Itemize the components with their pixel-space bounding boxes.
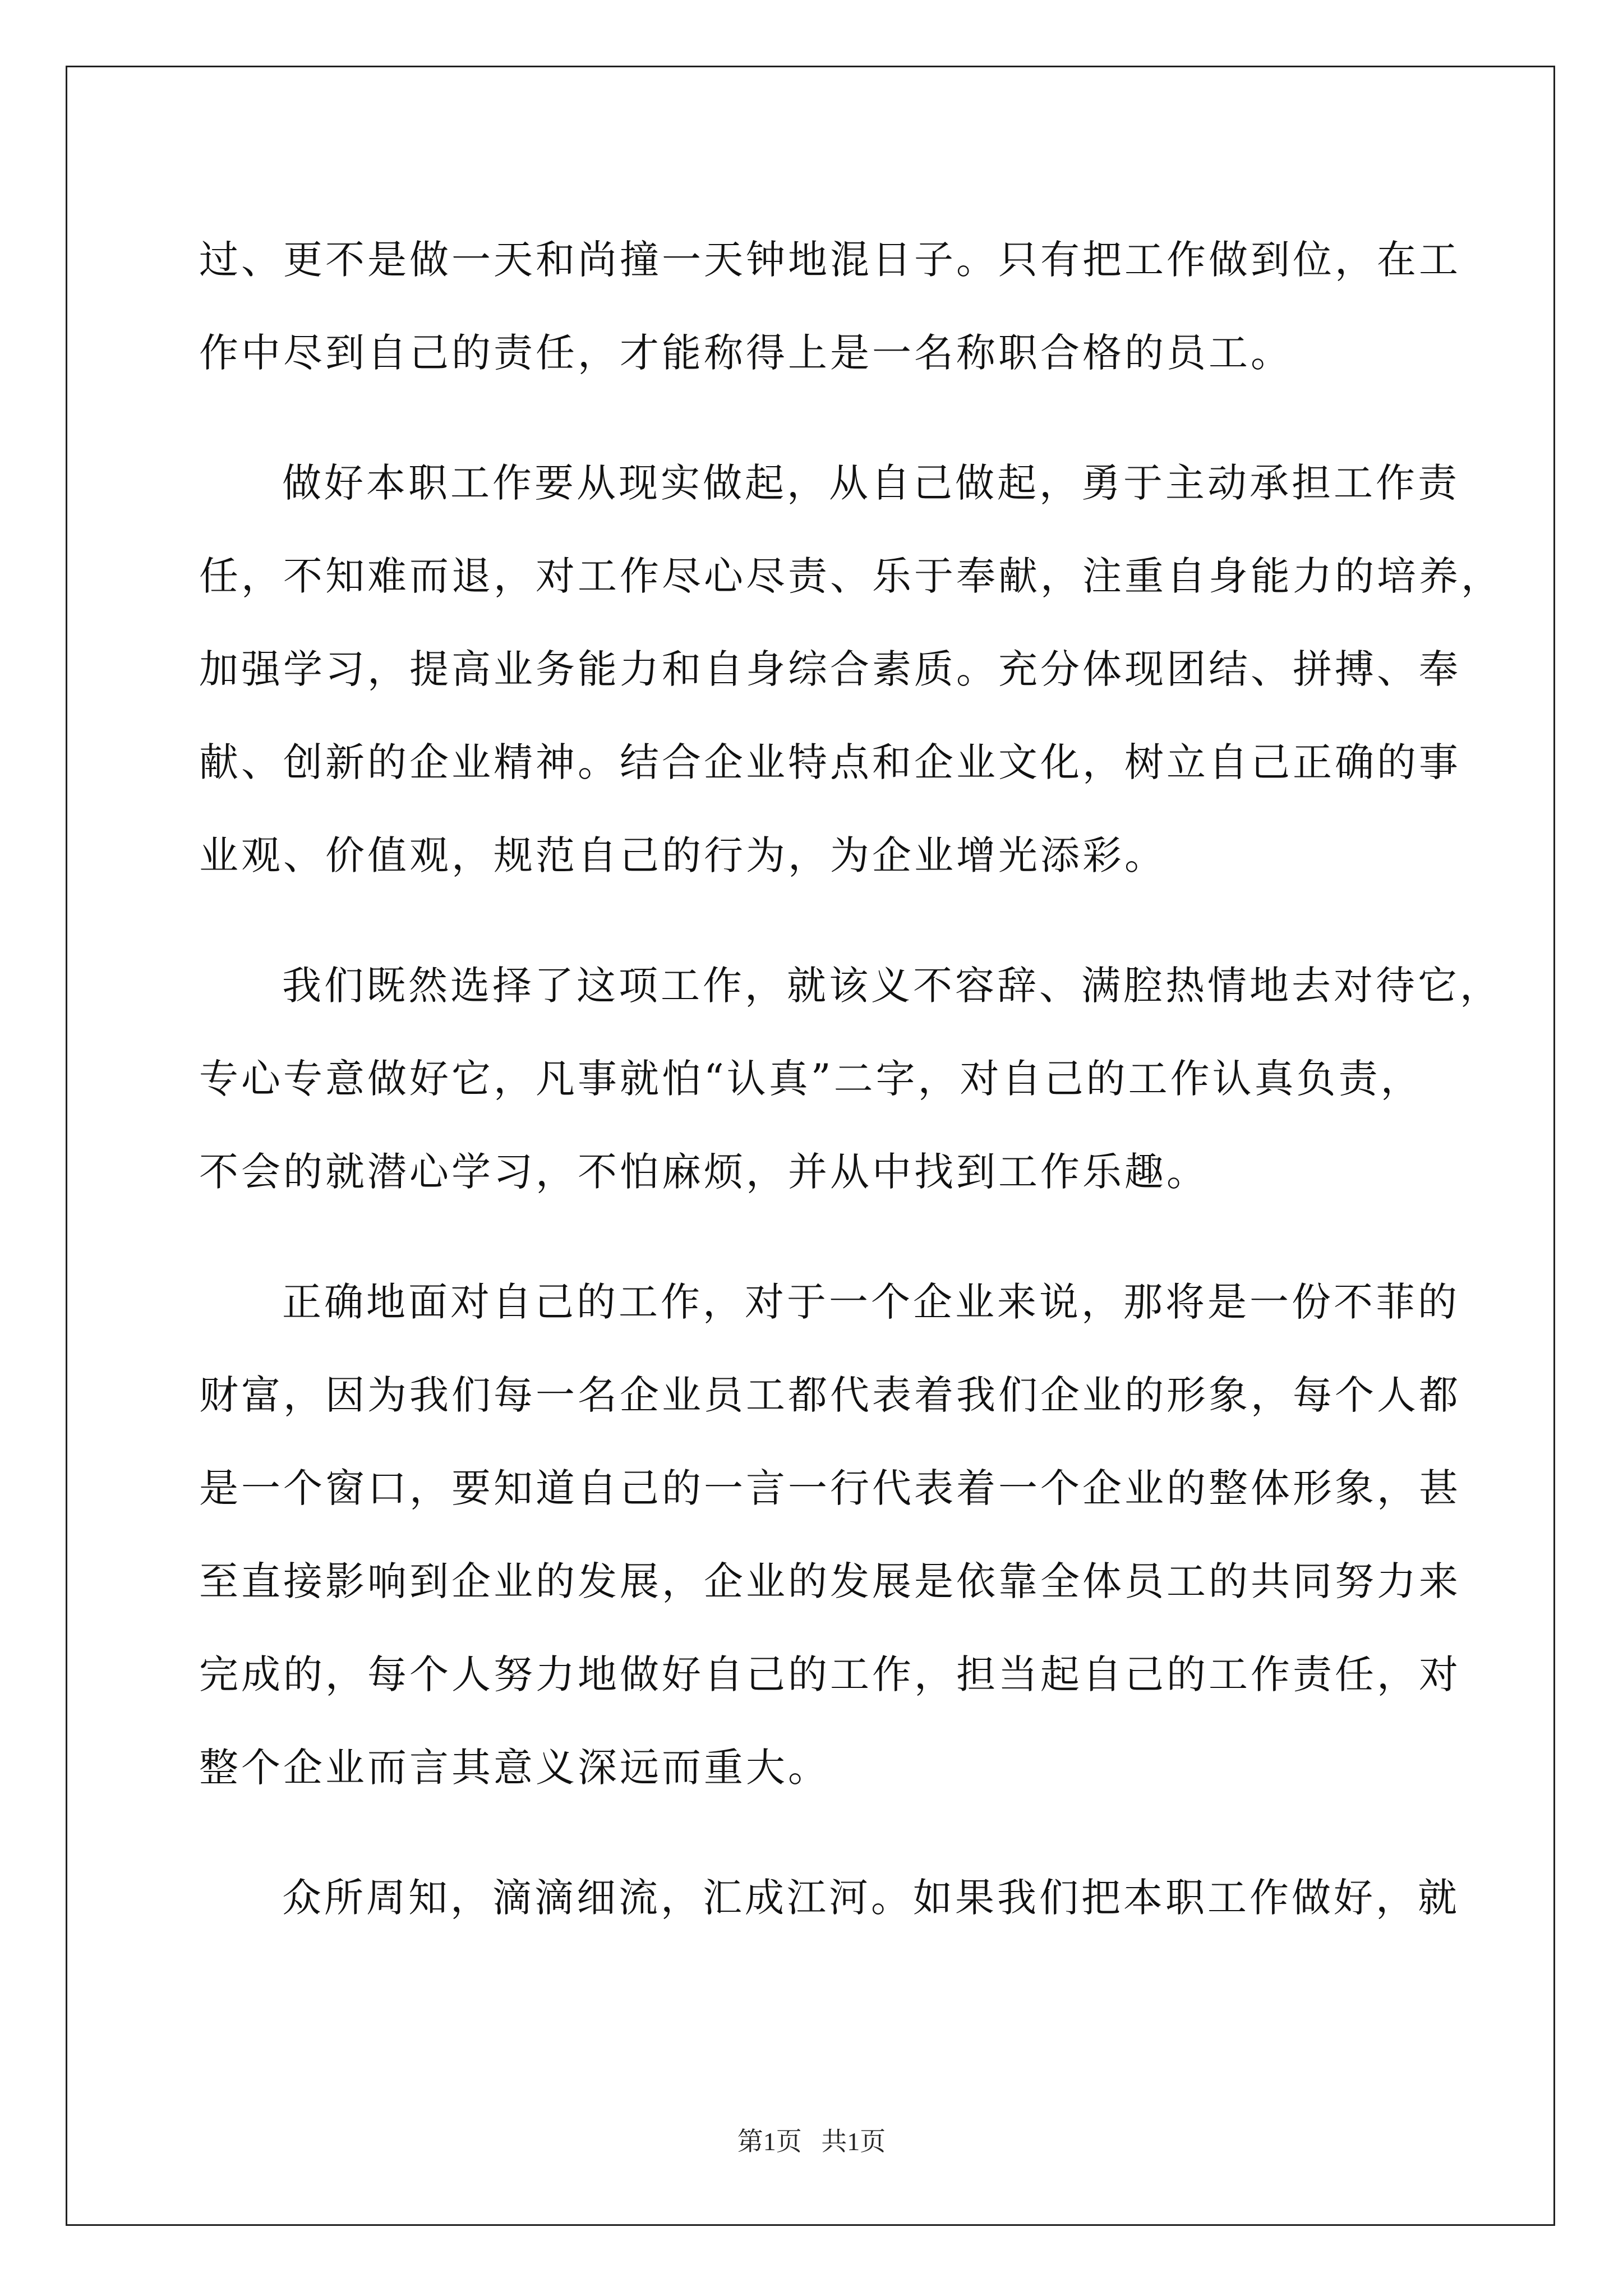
text-line: 做好本职工作要从现实做起，从自己做起，勇于主动承担工作责 <box>282 460 1460 506</box>
text-line: 不会的就潜心学习，不怕麻烦，并从中找到工作乐趣。 <box>199 1149 1209 1195</box>
text-line: 正确地面对自己的工作，对于一个企业来说，那将是一份不菲的 <box>282 1279 1460 1325</box>
text-line: 业观、价值观，规范自己的行为，为企业增光添彩。 <box>199 832 1166 878</box>
text-line: 至直接影响到企业的发展，企业的发展是依靠全体员工的共同努力来 <box>199 1558 1461 1604</box>
paragraph-5 <box>199 1851 1460 1944</box>
paragraph-2 <box>199 436 1503 902</box>
page-number: 第1页 共1页 <box>737 2127 886 2156</box>
text-line: 我们既然选择了这项工作，就该义不容辞、满腔热情地去对待它， <box>282 963 1502 1009</box>
text-line: 整个企业而言其意义深远而重大。 <box>199 1745 830 1791</box>
paragraph-3 <box>199 939 1502 1218</box>
text-line: 完成的，每个人努力地做好自己的工作，担当起自己的工作责任，对 <box>199 1651 1461 1697</box>
page-footer <box>0 2126 1623 2157</box>
text-line: 是一个窗口，要知道自己的一言一行代表着一个企业的整体形象，甚 <box>199 1465 1461 1511</box>
text-line: 过、更不是做一天和尚撞一天钟地混日子。只有把工作做到位，在工 <box>199 237 1461 283</box>
text-line: 献、创新的企业精神。结合企业特点和企业文化，树立自己正确的事 <box>199 739 1461 785</box>
paragraph-1 <box>199 213 1461 399</box>
text-line: 专心专意做好它，凡事就怕“认真”二字，对自己的工作认真负责， <box>199 1056 1423 1102</box>
text-line: 任，不知难而退，对工作尽心尽责、乐于奉献，注重自身能力的培养， <box>199 553 1503 599</box>
text-line: 众所周知，滴滴细流，汇成江河。如果我们把本职工作做好，就 <box>282 1875 1460 1921</box>
paragraph-4 <box>199 1255 1461 1814</box>
text-line: 财富，因为我们每一名企业员工都代表着我们企业的形象，每个人都 <box>199 1372 1461 1418</box>
text-line: 作中尽到自己的责任，才能称得上是一名称职合格的员工。 <box>199 330 1293 376</box>
text-line: 加强学习，提高业务能力和自身综合素质。充分体现团结、拼搏、奉 <box>199 646 1461 692</box>
document-body <box>199 213 1503 1944</box>
